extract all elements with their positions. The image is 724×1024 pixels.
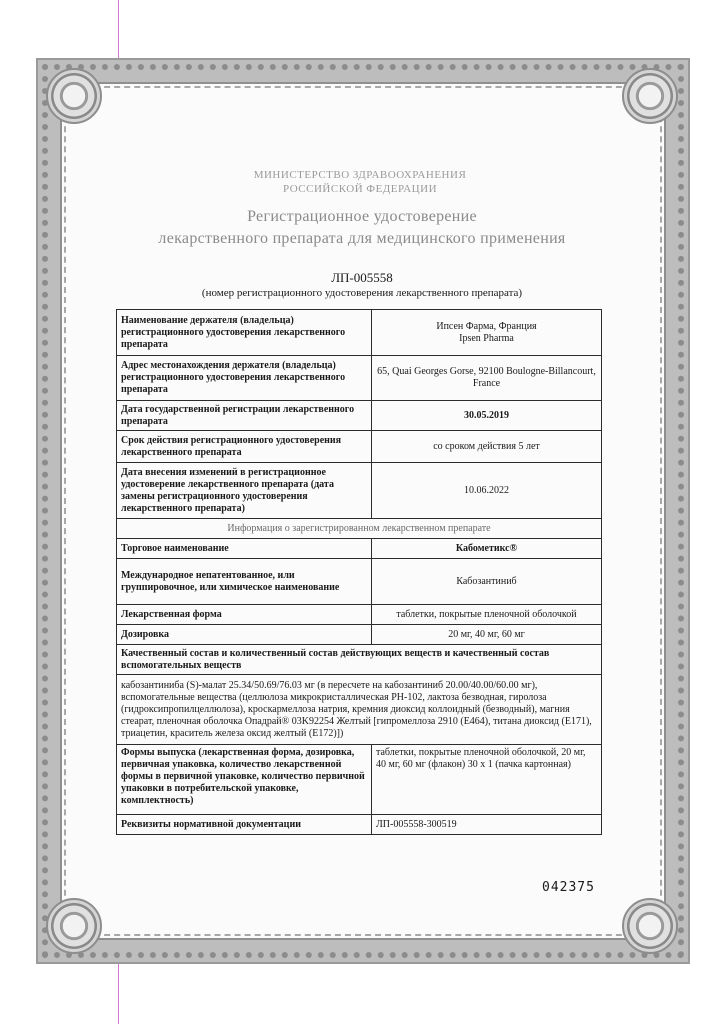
- table-row: [117, 310, 602, 356]
- table-row: [117, 431, 602, 463]
- release-forms-value: таблетки, покрытые пленочной оболочкой, 20 мг, 40 мг, 60 мг (флакон) 30 х 1 (пачка картонная): [372, 745, 602, 815]
- composition-header: Качественный состав и количественный состав действующих веществ и качественный состав вспомогательных веществ: [117, 645, 602, 675]
- dosage-label: Дозировка: [117, 625, 372, 645]
- info-section-header: Информация о зарегистрированном лекарственном препарате: [117, 519, 602, 539]
- table-row: [117, 745, 602, 815]
- dosage-form-value: таблетки, покрытые пленочной оболочкой: [372, 605, 602, 625]
- holder-name-value: [372, 310, 602, 356]
- dosage-value: 20 мг, 40 мг, 60 мг: [372, 625, 602, 645]
- registration-number: ЛП-005558: [331, 270, 393, 285]
- document-title-line-2: лекарственного препарата для медицинского применения: [158, 230, 566, 247]
- corner-rosette: [622, 68, 678, 124]
- document-title: [100, 206, 624, 250]
- table-row: [117, 539, 602, 559]
- table-row: [117, 519, 602, 539]
- table-row: [117, 675, 602, 745]
- corner-rosette: [622, 898, 678, 954]
- dosage-form-label: Лекарственная форма: [117, 605, 372, 625]
- ministry-header: [150, 168, 570, 196]
- validity-value: со сроком действия 5 лет: [372, 431, 602, 463]
- form-serial-number: 042375: [542, 880, 595, 895]
- holder-address-label: Адрес местонахождения держателя (владельца) регистрационного удостоверения лекарственного препарата: [117, 356, 372, 401]
- trade-name-value: Кабометикс®: [372, 539, 602, 559]
- composition-text: кабозантиниба (S)-малат 25.34/50.69/76.03 мг (в пересчете на кабозантиниб 20.00/40.00/60.00 мг), вспомогательные вещества (целлюлоза микрокристаллическая PH-102, лактоза безводная, гиролоза (гидроксипропилцеллюлоза), кроскармеллоза натрия, кремния диоксид коллоидный (безводный), магния стеарат, пленочная оболочка Опадрай® 03K92254 Желтый [гипромеллоза 2910 (E464), титана диоксид (E171), триацетин, краситель железа оксид желтый (E172)]): [117, 675, 602, 745]
- registration-date-value: 30.05.2019: [372, 401, 602, 431]
- corner-rosette: [46, 68, 102, 124]
- table-row: [117, 559, 602, 605]
- holder-name-ru: Ипсен Фарма, Франция: [436, 320, 537, 332]
- table-row: [117, 625, 602, 645]
- table-row: [117, 463, 602, 519]
- table-row: [117, 356, 602, 401]
- corner-rosette: [46, 898, 102, 954]
- ministry-line-2: РОССИЙСКОЙ ФЕДЕРАЦИИ: [282, 183, 438, 195]
- table-row: [117, 815, 602, 835]
- document-title-line-1: Регистрационное удостоверение: [247, 208, 477, 225]
- holder-name-en: Ipsen Pharma: [459, 332, 514, 344]
- inn-label: Международное непатентованное, или группировочное, или химическое наименование: [117, 559, 372, 605]
- release-forms-label: Формы выпуска (лекарственная форма, дозировка, первичная упаковка, количество лекарственной формы в первичной упаковке, количество первичной упаковки в потребительской упаковке, комплектность): [117, 745, 372, 815]
- holder-address-value: 65, Quai Georges Gorse, 92100 Boulogne-Billancourt, France: [372, 356, 602, 401]
- holder-name-label: Наименование держателя (владельца) регистрационного удостоверения лекарственного препарата: [117, 310, 372, 356]
- normative-doc-label: Реквизиты нормативной документации: [117, 815, 372, 835]
- registration-details-table: [116, 309, 602, 835]
- inn-value: Кабозантиниб: [372, 559, 602, 605]
- ministry-line-1: МИНИСТЕРСТВО ЗДРАВООХРАНЕНИЯ: [253, 169, 467, 181]
- change-date-label: Дата внесения изменений в регистрационное удостоверение лекарственного препарата (дата замены регистрационного удостоверения лекарственного препарата): [117, 463, 372, 519]
- table-row: [117, 401, 602, 431]
- trade-name-label: Торговое наименование: [117, 539, 372, 559]
- validity-label: Срок действия регистрационного удостоверения лекарственного препарата: [117, 431, 372, 463]
- table-row: [117, 645, 602, 675]
- change-date-value: 10.06.2022: [372, 463, 602, 519]
- registration-number-caption: (номер регистрационного удостоверения лекарственного препарата): [201, 287, 523, 299]
- table-row: [117, 605, 602, 625]
- normative-doc-value: ЛП-005558-300519: [372, 815, 602, 835]
- registration-date-label: Дата государственной регистрации лекарственного препарата: [117, 401, 372, 431]
